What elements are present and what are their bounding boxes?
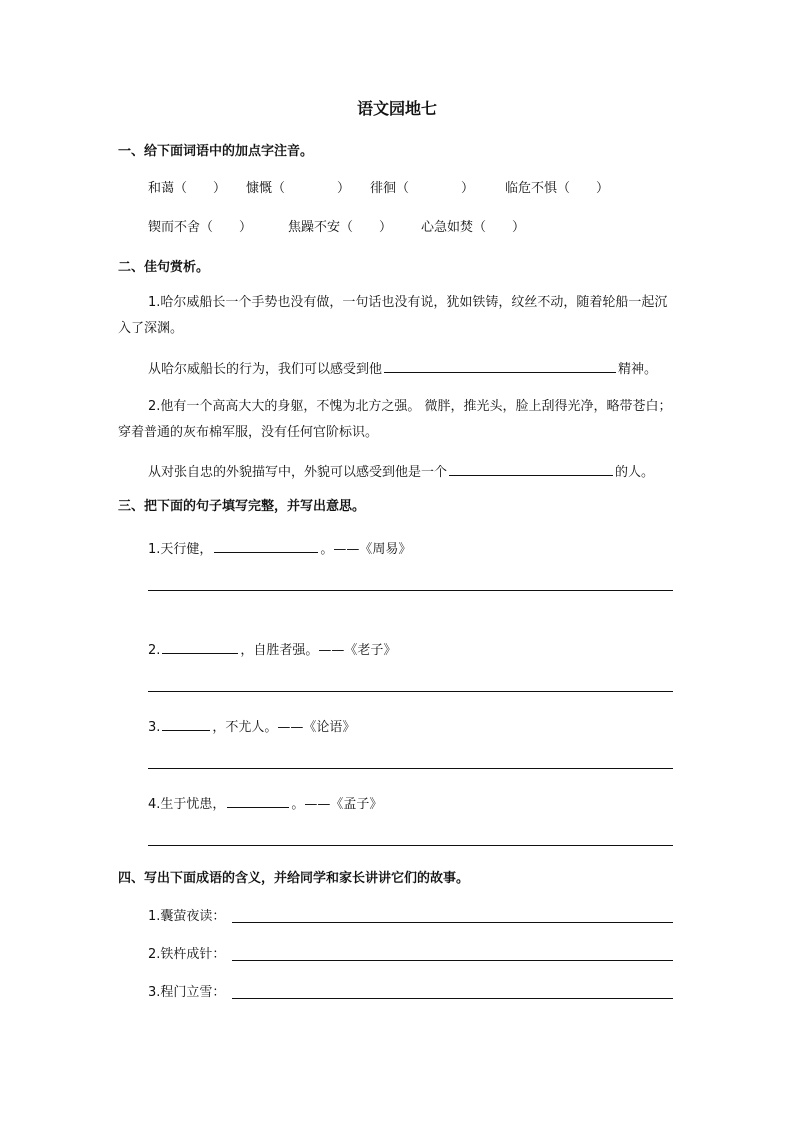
- pinyin-item: [505, 180, 609, 198]
- section-3-heading: 三、把下面的句子填写完整，并写出意思。: [118, 499, 366, 514]
- fill-suffix: 。——《孟子》: [291, 797, 383, 812]
- pinyin-blank[interactable]: （ ）: [200, 220, 253, 235]
- fill-blank[interactable]: [227, 793, 289, 808]
- idiom-label: 2.铁杵成针：: [148, 947, 226, 962]
- pinyin-item: [246, 180, 350, 198]
- writing-line[interactable]: [148, 768, 673, 769]
- idiom-label: 3.程门立雪：: [148, 985, 226, 1000]
- fill-suffix: ，不尤人。——《论语》: [212, 720, 356, 735]
- fill-item-4: [148, 793, 382, 814]
- pinyin-word: 焦躁不安: [288, 220, 341, 235]
- fill-prefix: 2.: [148, 643, 161, 658]
- pinyin-word: 临危不惧: [505, 181, 558, 196]
- question-2-suffix: 的人。: [615, 465, 655, 480]
- section-1-heading: 一、给下面词语中的加点字注音。: [118, 144, 314, 159]
- pinyin-blank[interactable]: （ ）: [557, 181, 610, 196]
- pinyin-blank[interactable]: （ ）: [396, 181, 475, 196]
- fill-blank[interactable]: [162, 639, 238, 654]
- pinyin-item: [148, 180, 226, 198]
- pinyin-word: 徘徊: [370, 181, 397, 196]
- answer-blank[interactable]: [449, 461, 613, 476]
- fill-item-2: [148, 639, 396, 660]
- pinyin-word: 和蔼: [148, 181, 175, 196]
- pinyin-blank[interactable]: （ ）: [473, 220, 526, 235]
- fill-suffix: ，自胜者强。——《老子》: [240, 643, 397, 658]
- section-4-heading: 四、写出下面成语的含义，并给同学和家长讲讲它们的故事。: [118, 871, 470, 886]
- fill-item-3: [148, 716, 355, 737]
- page-title: 语文园地七: [356, 99, 437, 118]
- pinyin-item: [288, 219, 392, 237]
- writing-line[interactable]: [148, 590, 673, 591]
- writing-line[interactable]: [148, 691, 673, 692]
- fill-blank[interactable]: [214, 538, 318, 553]
- writing-line[interactable]: [232, 922, 673, 923]
- question-1-prefix: 从哈尔威船长的行为，我们可以感受到他: [148, 362, 383, 377]
- writing-line[interactable]: [232, 960, 673, 961]
- pinyin-item: [370, 180, 474, 198]
- fill-item-1: [148, 538, 411, 559]
- fill-prefix: 1.天行健，: [148, 542, 213, 557]
- pinyin-blank[interactable]: （ ）: [340, 220, 393, 235]
- idiom-label: 1.囊萤夜读：: [148, 909, 226, 924]
- question-2-prefix: 从对张自忠的外貌描写中，外貌可以感受到他是一个: [148, 465, 448, 480]
- pinyin-word: 慷慨: [246, 181, 273, 196]
- writing-line[interactable]: [148, 845, 673, 846]
- quote-paragraph-2: 2.他有一个高高大大的身躯，不愧为北方之强。 微胖，推光头，脸上刮得光净，略带苍白；穿着普通的灰布棉军服，没有任何官阶标识。: [118, 399, 672, 440]
- section-2-heading: 二、佳句赏析。: [118, 260, 210, 275]
- question-1: [148, 358, 657, 379]
- fill-blank[interactable]: [162, 716, 210, 731]
- pinyin-blank[interactable]: （ ）: [174, 181, 227, 196]
- pinyin-blank[interactable]: （ ）: [272, 181, 351, 196]
- question-2: [148, 461, 654, 482]
- quote-paragraph-1: 1.哈尔威船长一个手势也没有做，一句话也没有说，犹如铁铸，纹丝不动，随着轮船一起沉入了深渊。: [118, 295, 668, 336]
- pinyin-word: 锲而不舍: [148, 220, 201, 235]
- pinyin-item: [148, 219, 252, 237]
- writing-line[interactable]: [232, 998, 673, 999]
- fill-prefix: 3.: [148, 720, 161, 735]
- question-1-suffix: 精神。: [618, 362, 658, 377]
- answer-blank[interactable]: [384, 358, 616, 373]
- fill-suffix: 。——《周易》: [320, 542, 412, 557]
- fill-prefix: 4.生于忧患，: [148, 797, 226, 812]
- pinyin-item: [421, 219, 525, 237]
- pinyin-word: 心急如焚: [421, 220, 474, 235]
